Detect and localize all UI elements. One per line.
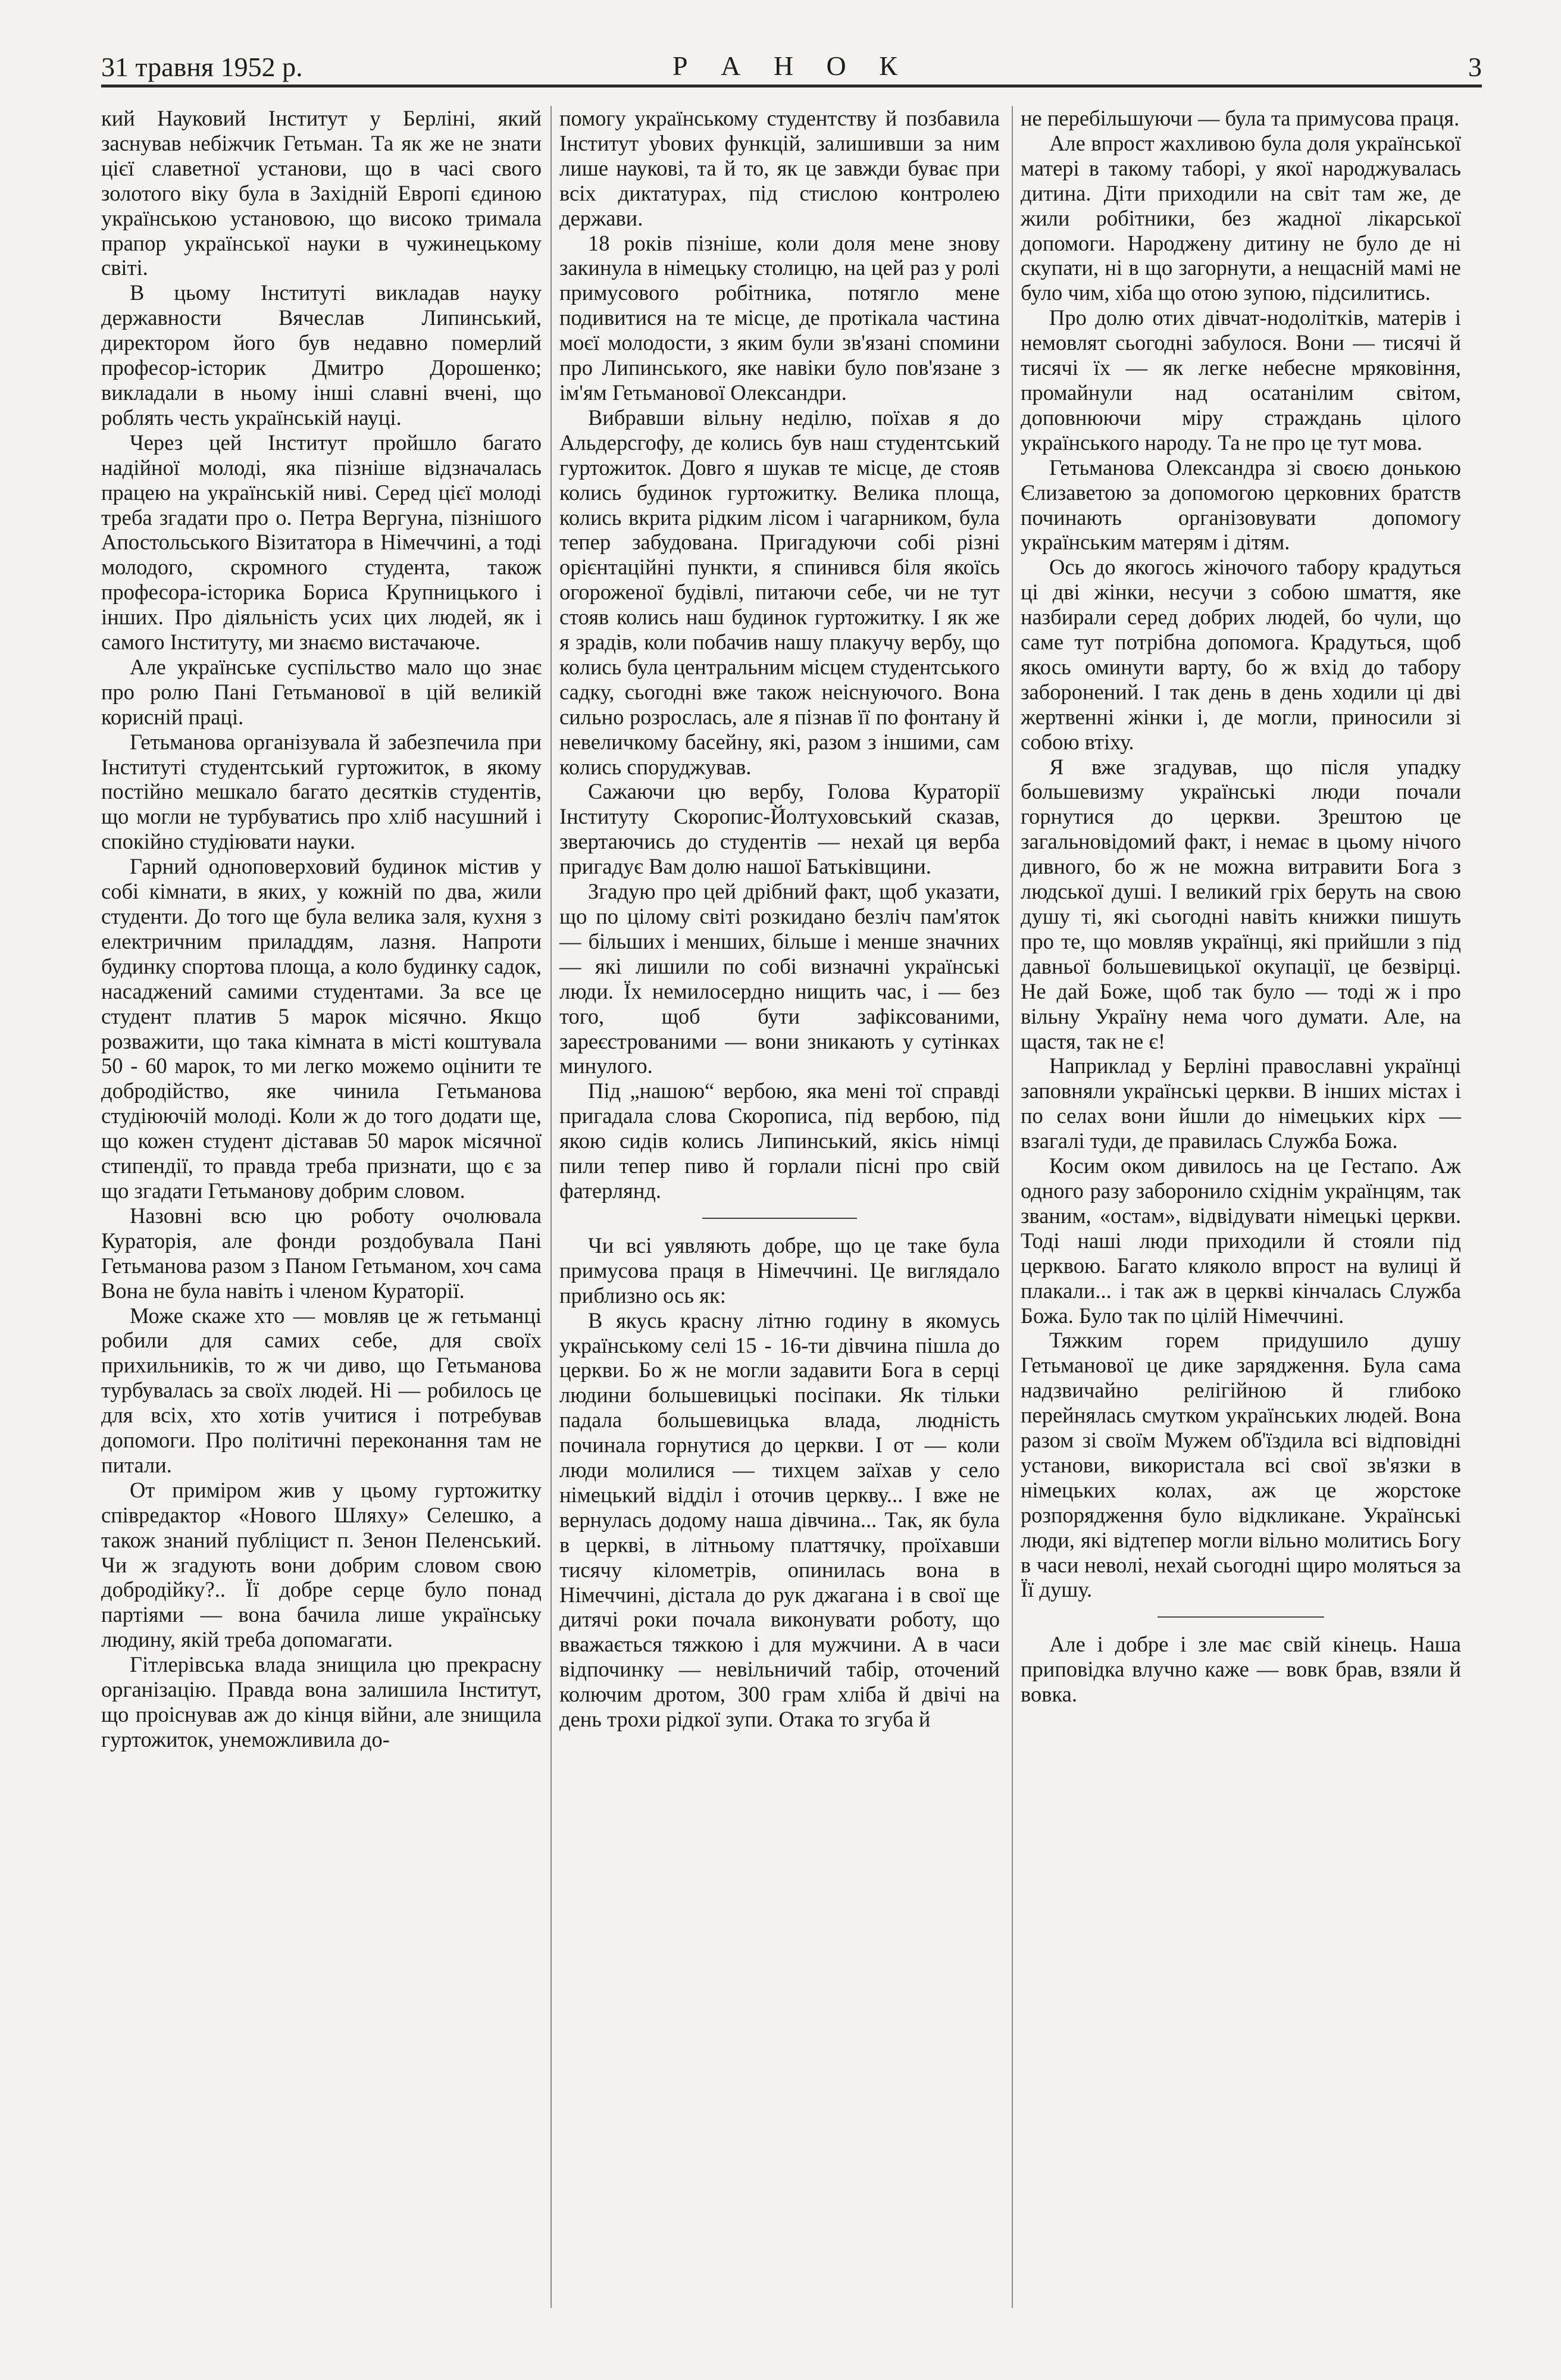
article-paragraph: Я вже згадував, що після упадку большевизму українські люди почали горнутися до церкви. Зрештою це загальновідомий факт, і немає в цьому нічого дивного, бо ж не можна витравити Бога з людської душі. І великий гріх беруть на свою душу ті, які сьогодні навіть книжки пишуть про те, що мовляв українці, які прийшли з під давньої большевицької окупації, це безвірці. Не дай Боже, щоб так було — тоді ж і про вільну Україну нема чого думати. Але, на щастя, так не є! xyxy=(1021,754,1461,1053)
article-paragraph: Гарний одноповерховий будинок містив у собі кімнати, в яких, у кожній по два, жили студенти. До того ще була велика заля, кухня з електричним приладдям, лазня. Напроти будинку спортова площа, а коло будинку садок, насаджений самими студентами. За все це студент платив 5 марок місячно. Якщо розважити, що така кімната в місті коштувала 50 - 60 марок, то ми легко можемо оцінити те добродійство, яке чинила Гетьманова студіюючій молоді. Коли ж до того додати ще, що кожен студент діставав 50 марок місячної стипендії, то правда треба признати, що є за що згадати Гетьманову добрим словом. xyxy=(101,854,542,1203)
article-paragraph: Ось до якогось жіночого табору крадуться ці дві жінки, несучи з собою шмаття, яке назбирали серед добрих людей, бо чули, що саме тут потрібна допомога. Крадуться, щоб якось оминути варту, бо ж вхід до табору заборонений. І так день в день ходили ці дві жертвенні жінки і, де могли, приносили зі собою втіху. xyxy=(1021,555,1461,754)
article-paragraph: Під „нашою“ вербою, яка мені тої справді пригадала слова Скорописа, під вербою, під якою сидів колись Липинський, якісь німці пили тепер пиво й горлали пісні про свій фатерлянд. xyxy=(559,1078,1000,1203)
article-column-2 xyxy=(559,106,1000,1732)
article-paragraph: Через цей Інститут пройшло багато надійної молоді, яка пізніше відзначалась працею на українській ниві. Серед цієї молоді треба згадати про о. Петра Вергуна, пізнішого Апостольського Візитатора в Німеччині, а тоді молодого, скромного студента, також професора-історика Бориса Крупницького і інших. Про діяльність усих цих людей, як і самого Інституту, ми знаємо вистачаюче. xyxy=(101,430,542,655)
article-paragraph: Про долю отих дівчат-нодолітків, матерів і немовлят сьогодні забулося. Вони — тисячі й тисячі їх — як легке небесне мряковіння, промайнули над осатанілим світом, доповнюючи міру страждань цілого українського народу. Та не про це тут мова. xyxy=(1021,305,1461,455)
article-paragraph: не перебільшуючи — була та примусова праця. xyxy=(1021,106,1460,130)
article-paragraph: Гетьманова організувала й забезпечила при Інституті студентський гуртожиток, в якому постійно мешкало багато десятків студентів, що могли не турбуватись про хліб насушний і спокійно студіювати науки. xyxy=(101,729,542,854)
article-paragraph: Тяжким горем придушило душу Гетьманової це дике зарядження. Була сама надзвичайно релігійною й глибоко перейнялась смутком українських людей. Вона разом зі своїм Мужем об'їздила всі відповідні установи, використала всі свої зв'язки в німецьких колах, аж це жорстоке розпорядження було відкликане. Українські люди, які відтепер могли вільно молитись Богу в часи неволі, нехай сьогодні щиро моляться за Її душу. xyxy=(1021,1328,1461,1602)
article-paragraph: Може скаже хто — мовляв це ж гетьманці робили для самих себе, для своїх прихильників, то ж чи диво, що Гетьманова турбувалась за своїх людей. Ні — робилось це для всіх, хто хотів учитися і потребував допомоги. Про політичні переконання там не питали. xyxy=(101,1303,542,1477)
column-divider xyxy=(550,106,552,2308)
article-paragraph: Але українське суспільство мало що знає про ролю Пані Гетьманової в цій великій корисній праці. xyxy=(101,654,542,729)
article-paragraph: кий Науковий Інститут у Берліні, який заснував небіжчик Гетьман. Та як же не знати цієї славетної установи, що в часі свого золотого віку була в Західній Европі єдиною українською установою, що високо тримала прапор української науки в чужинецькому світі. xyxy=(101,106,542,280)
article-paragraph: Косим оком дивилось на це Гестапо. Аж одного разу заборонило східнім українцям, так званим, «остам», відвідувати німецькі церкви. Тоді наші люди приходили й стояли під церквою. Багато кляколо впрост на вулиці й плакали... і так аж в церкві кінчалась Служба Божа. Було так по цілій Німеччині. xyxy=(1021,1153,1461,1328)
article-paragraph: 18 років пізніше, коли доля мене знову закинула в німецьку столицю, на цей раз у ролі примусового робітника, потягло мене подивитися на те місце, де протікала частина моєї молодости, з яким були зв'язані спомини про Липинського, яке навіки було пов'язане з ім'ям Гетьманової Олександри. xyxy=(559,230,1000,405)
article-paragraph: Згадую про цей дрібний факт, щоб указати, що по цілому світі розкидано безліч пам'яток — більших і менших, більше і менше значних — які лишили по собі визначні українські люди. Їх немилосердно нищить час, і — без того, щоб бути зафіксованими, зареєстрованими — вони зникають у сутінках минулого. xyxy=(559,879,1000,1078)
article-paragraph: помогу українському студентству й позбавила Інститут уbових функцій, залишивши за ним лише наукові, та й то, як це завжди буває при всіх диктатурах, під стислою контролею держави. xyxy=(559,106,1000,230)
issue-date: 31 травня 1952 р. xyxy=(101,52,303,82)
article-paragraph: Вибравши вільну неділю, поїхав я до Альдерсгофу, де колись був наш студентський гуртожиток. Довго я шукав те місце, де стояв колись будинок гуртожитку. Велика площа, колись вкрита рідким лісом і чагарником, була тепер забудована. Пригадуючи собі різні орієнтаційні пункти, я спинився біля якоїсь огороженої будівлі, питаючи себе, чи не тут стояв колись наш будинок гуртожитку. І як же я зрадів, коли побачив нашу плакучу вербу, що колись була центральним місцем студентського садку, сьогодні вже також неіснуючого. Вона сильно розрослась, але я пізнав її по фонтану й невеличкому басейну, які, разом з іншими, сам колись споруджував. xyxy=(559,405,1000,779)
article-paragraph: Гітлерівська влада знищила цю прекрасну організацію. Правда вона залишила Інститут, що проіснував аж до кінця війни, але знищила гуртожиток, унеможливила до- xyxy=(101,1652,542,1752)
article-paragraph: Сажаючи цю вербу, Голова Кураторії Інституту Скоропис-Йолтуховський сказав, звертаючись до студентів — нехай ця верба пригадує Вам долю нашої Батьківщини. xyxy=(559,779,1000,879)
article-column-1 xyxy=(101,106,542,1752)
article-paragraph: В якусь красну літню годину в якомусь українському селі 15 - 16-ти дівчина пішла до церкви. Бо ж не могли задавити Бога в серці людини большевицькі посіпаки. Як тільки падала большевицька влада, людність починала горнутися до церкви. І от — коли люди молилися — тихцем заїхав у село німецький відділ і оточив церкву... І вже не вернулась додому наша дівчина... Так, як була в церкві, в літньому платтячку, проїхавши тисячу кілометрів, опинилась вона в Німеччині, дістала до рук джагана і в свої ще дитячі роки почала виконувати роботу, що вважається тяжкою і для мужчини. А в часи відпочинку — невільничий табір, оточений колючим дротом, 300 грам хліба й двічі на день трохи рідкої зупи. Отака то згуба й xyxy=(559,1308,1000,1732)
article-column-3 xyxy=(1021,106,1461,1707)
newspaper-title: Р А Н О К xyxy=(672,51,911,81)
column-divider xyxy=(1012,106,1013,2308)
section-divider xyxy=(702,1218,857,1219)
page-number: 3 xyxy=(1468,52,1482,82)
article-paragraph: Назовні всю цю роботу очолювала Кураторія, але фонди роздобувала Пані Гетьманова разом з Паном Гетьманом, хоч сама Вона не була навіть і членом Кураторії. xyxy=(101,1203,542,1303)
article-paragraph: Наприклад у Берліні православні українці заповняли українські церкви. В інших містах і по селах вони йшли до німецьких кірх — взагалі туди, де правилась Служба Божа. xyxy=(1021,1053,1461,1153)
page-header xyxy=(101,48,1482,87)
article-paragraph: От приміром жив у цьому гуртожитку співредактор «Нового Шляху» Селешко, а також знаний публіцист п. Зенон Пеленський. Чи ж згадують вони добрим словом свою добродійку?.. Її добре серце було понад партіями — вона бачила лише українську людину, якій треба допомагати. xyxy=(101,1477,542,1652)
article-paragraph: Але впрост жахливою була доля української матері в такому таборі, у якої народжувалась дитина. Діти приходили на світ там же, де жили робітники, без жадної лікарської допомоги. Народжену дитину не було де ні скупати, ні в що загорнути, а нещасній мамі не було чим, хіба що отою зупою, підсилитись. xyxy=(1021,130,1461,305)
article-paragraph: Але і добре і зле має свій кінець. Наша приповідка влучно каже — вовк брав, взяли й вовка. xyxy=(1021,1632,1461,1707)
article-paragraph: Гетьманова Олександра зі своєю донькою Єлизаветою за допомогою церковних братств починають організовувати допомогу українським матерям і дітям. xyxy=(1021,455,1461,555)
article-paragraph: В цьому Інституті викладав науку державности Вячеслав Липинський, директором його був недавно померлий професор-історик Дмитро Дорошенко; викладали в ньому інші славні вчені, що роблять честь українській науці. xyxy=(101,280,542,430)
section-divider xyxy=(1158,1616,1324,1618)
article-paragraph: Чи всі уявляють добре, що це таке була примусова праця в Німеччині. Це виглядало приблизно ось як: xyxy=(559,1233,1000,1308)
